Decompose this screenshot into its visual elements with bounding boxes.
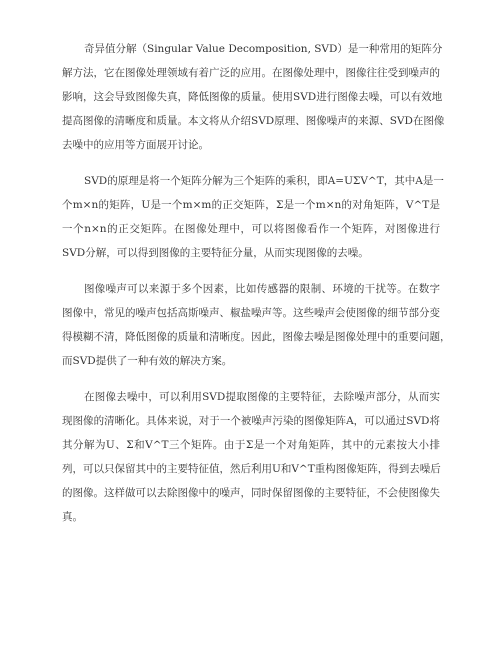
text-line: 而SVD提供了一种有效的解决方案。	[62, 355, 233, 367]
paragraph-svd-intro	[62, 37, 445, 157]
text-line: 奇异值分解（Singular Value Decomposition, SVD）是一种常用的矩阵分	[84, 43, 443, 55]
text-line: 影响，这会导致图像失真，降低图像的质量。使用SVD进行图像去噪，可以有效地	[62, 91, 443, 103]
text-line: 个m×n的矩阵，U是一个m×m的正交矩阵，Σ是一个m×n的对角矩阵，V^T是	[62, 199, 440, 211]
paragraph-image-noise	[62, 277, 451, 373]
text-line: 得模糊不清，降低图像的质量和清晰度。因此，图像去噪是图像处理中的重要问题，	[62, 331, 451, 343]
text-line: 的图像。这样做可以去除图像中的噪声，同时保留图像的主要特征，不会使图像失	[62, 487, 440, 499]
text-line: 列，可以只保留其中的主要特征值，然后利用U和V^T重构图像矩阵，得到去噪后	[62, 463, 441, 475]
paragraph-svd-denoising	[62, 385, 440, 529]
text-line: SVD分解，可以得到图像的主要特征分量，从而实现图像的去噪。	[62, 247, 369, 259]
text-line: 解方法，它在图像处理领域有着广泛的应用。在图像处理中，图像往往受到噪声的	[62, 67, 440, 79]
text-line: 真。	[62, 511, 83, 523]
text-line: 提高图像的清晰度和质量。本文将从介绍SVD原理、图像噪声的来源、SVD在图像	[62, 115, 445, 127]
text-line: SVD的原理是将一个矩阵分解为三个矩阵的乘积，即A=UΣV^T，其中A是一	[84, 175, 444, 187]
text-line: 图像中，常见的噪声包括高斯噪声、椒盐噪声等。这些噪声会使图像的细节部分变	[62, 307, 440, 319]
paragraph-svd-principle	[62, 169, 444, 265]
text-line: 现图像的清晰化。具体来说，对于一个被噪声污染的图像矩阵A，可以通过SVD将	[62, 415, 440, 427]
document-body	[62, 37, 451, 541]
text-line: 去噪中的应用等方面展开讨论。	[62, 139, 209, 151]
text-line: 其分解为U、Σ和V^T三个矩阵。由于Σ是一个对角矩阵，其中的元素按大小排	[62, 439, 440, 451]
text-line: 图像噪声可以来源于多个因素，比如传感器的限制、环境的干扰等。在数字	[84, 283, 440, 295]
text-line: 一个n×n的正交矩阵。在图像处理中，可以将图像看作一个矩阵，对图像进行	[62, 223, 440, 235]
text-line: 在图像去噪中，可以利用SVD提取图像的主要特征，去除噪声部分，从而实	[84, 391, 440, 403]
